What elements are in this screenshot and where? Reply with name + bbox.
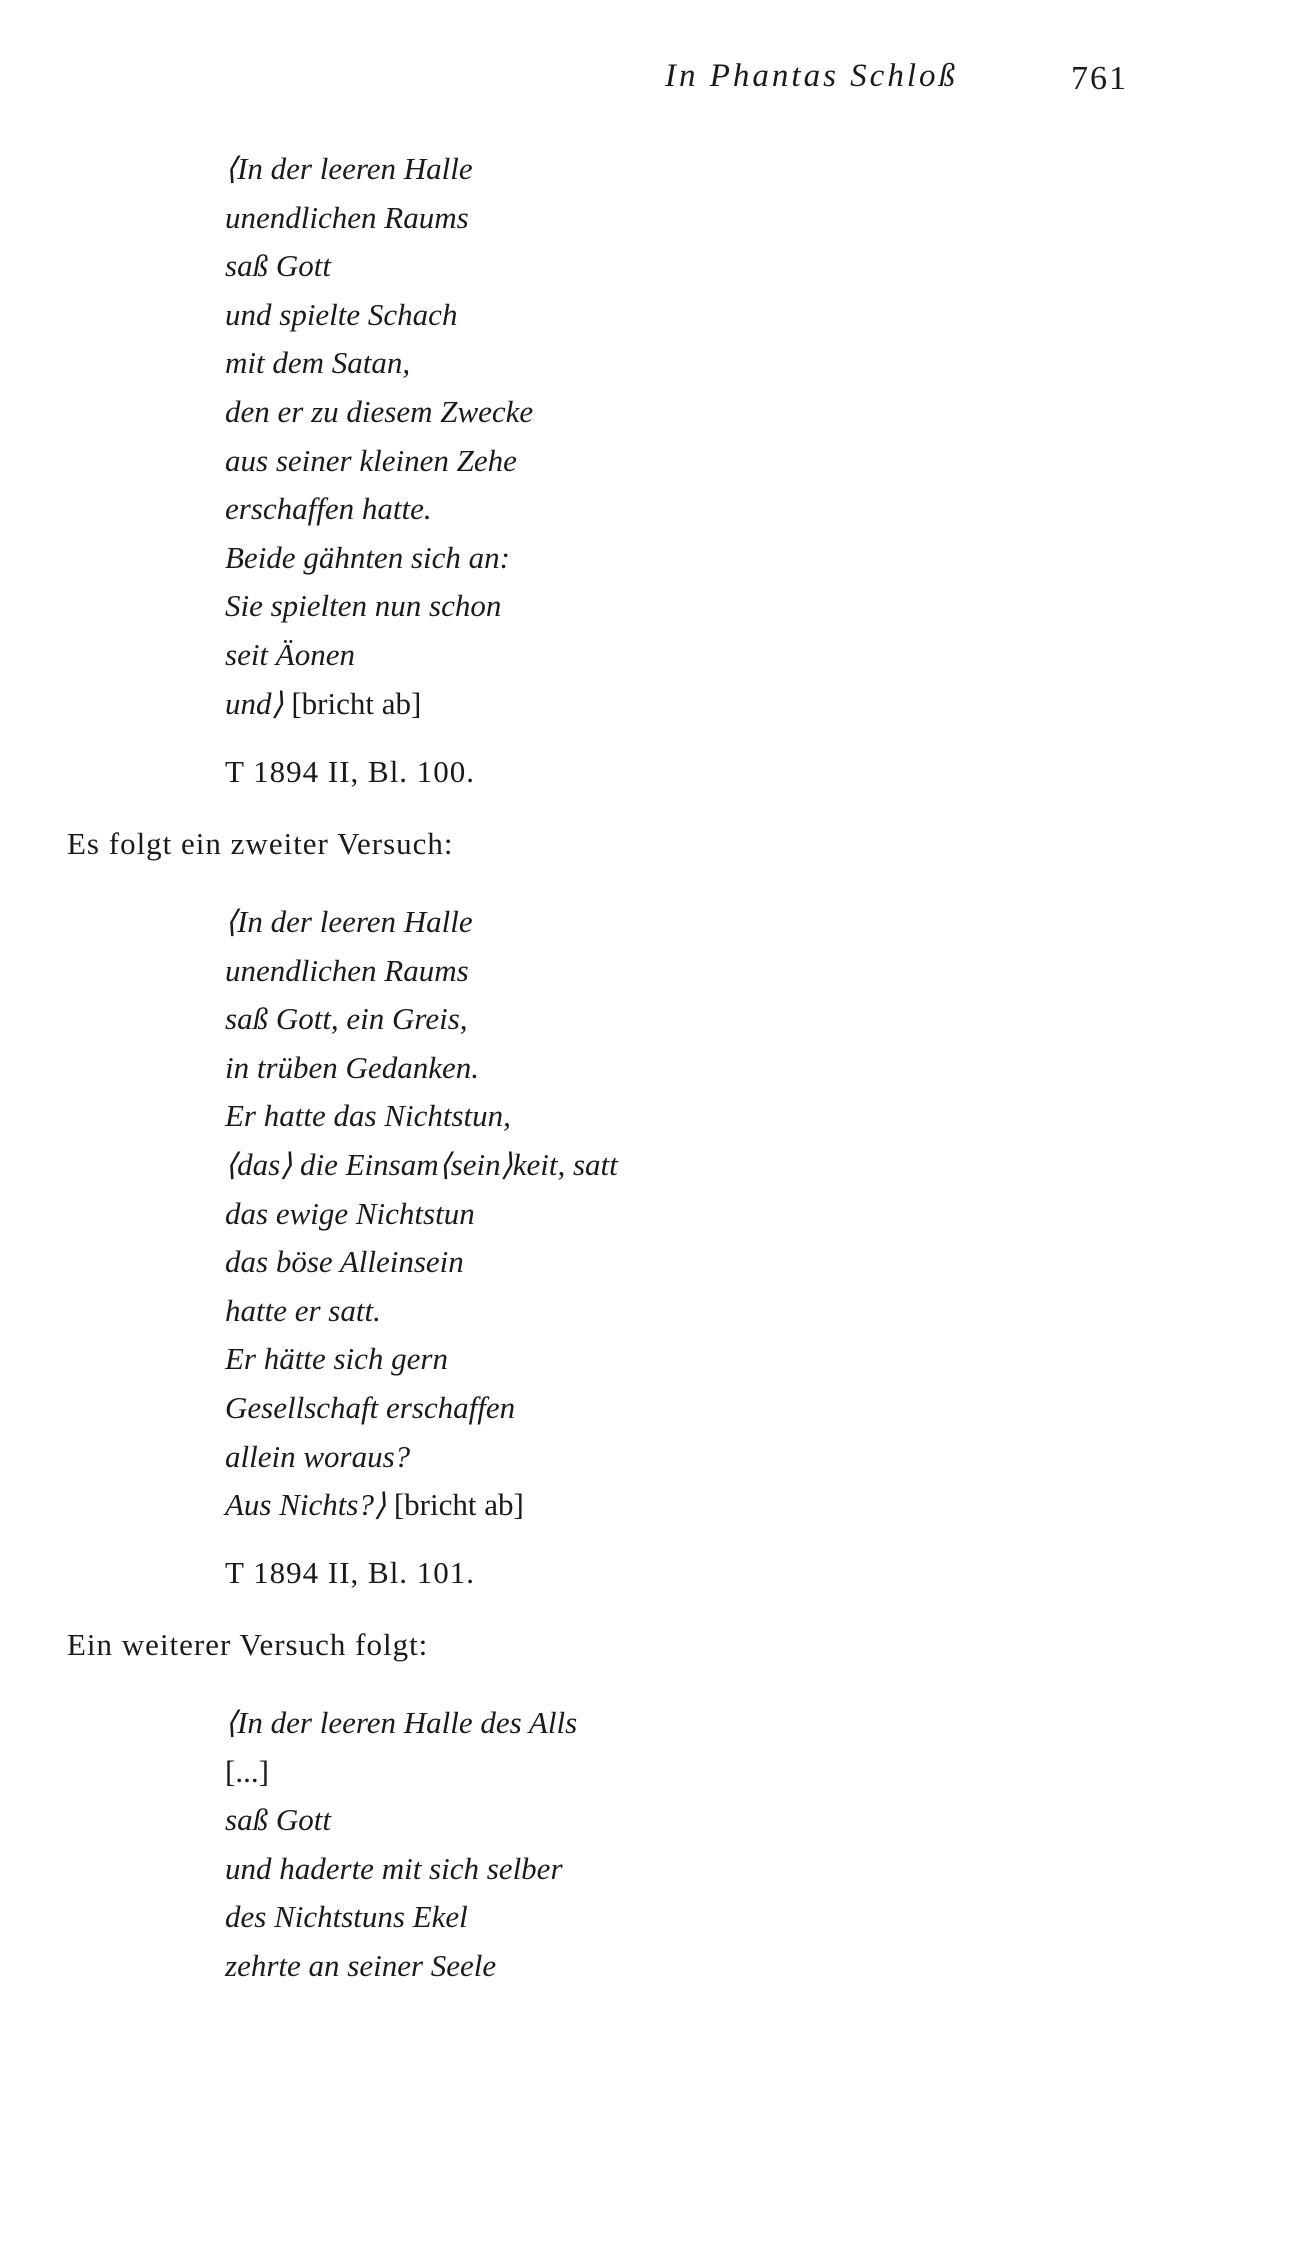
verse-line: Gesellschaft erschaffen [225, 1389, 516, 1425]
verse-line: das ewige Nichtstun [225, 1195, 475, 1231]
source-reference: T 1894 II, Bl. 101. [225, 1555, 476, 1590]
verse-line: Er hätte sich gern [225, 1341, 448, 1377]
verse-line: und haderte mit sich selber [225, 1850, 563, 1886]
verse-line: zehrte an seiner Seele [225, 1947, 497, 1983]
editorial-note: [bricht ab] [283, 685, 422, 721]
verse-line: Er hatte das Nichtstun, [225, 1098, 511, 1134]
verse-line: den er zu diesem Zwecke [225, 393, 534, 429]
verse-line: unendlichen Raums [225, 199, 469, 235]
verse-line: Sie spielten nun schon [225, 588, 502, 624]
verse-line: in trüben Gedanken. [225, 1049, 479, 1085]
poem-first-attempt [225, 145, 533, 728]
verse-line: ⟨In der leeren Halle [225, 151, 473, 186]
verse-line: und spielte Schach [225, 296, 458, 332]
verse-line: ⟨In der leeren Halle [225, 904, 473, 939]
verse-line-ellipsis: [...] [225, 1753, 269, 1789]
verse-line: des Nichtstuns Ekel [225, 1899, 468, 1935]
verse-line: ⟨In der leeren Halle des Alls [225, 1705, 578, 1740]
verse-line: das böse Alleinsein [225, 1244, 464, 1280]
source-reference: T 1894 II, Bl. 100. [225, 754, 476, 789]
page-header [0, 58, 1294, 108]
verse-line: aus seiner kleinen Zehe [225, 442, 517, 478]
verse-line-final [225, 1481, 618, 1530]
poem-second-attempt [225, 898, 618, 1530]
verse-line-end: Aus Nichts?⟩ [225, 1487, 387, 1523]
running-title: In Phantas Schloß [665, 58, 958, 94]
verse-line: saß Gott, ein Greis, [225, 1001, 468, 1037]
verse-line: ⟨das⟩ die Einsam⟨sein⟩keit, satt [225, 1146, 618, 1182]
page-number: 761 [1071, 60, 1128, 97]
verse-line: mit dem Satan, [225, 345, 411, 381]
poem-third-attempt [225, 1699, 577, 1991]
verse-line-final [225, 680, 533, 729]
verse-line: saß Gott [225, 248, 331, 284]
verse-line: seit Äonen [225, 636, 355, 672]
editorial-note: [bricht ab] [386, 1487, 524, 1523]
verse-line: erschaffen hatte. [225, 491, 432, 527]
verse-line-end: und⟩ [225, 685, 284, 721]
verse-line: hatte er satt. [225, 1292, 381, 1328]
verse-line: allein woraus? [225, 1438, 411, 1474]
editorial-comment: Es folgt ein zweiter Versuch: [67, 826, 454, 861]
editorial-comment: Ein weiterer Versuch folgt: [67, 1627, 429, 1662]
verse-line: Beide gähnten sich an: [225, 539, 510, 575]
verse-line: unendlichen Raums [225, 952, 469, 988]
verse-line: saß Gott [225, 1802, 331, 1838]
